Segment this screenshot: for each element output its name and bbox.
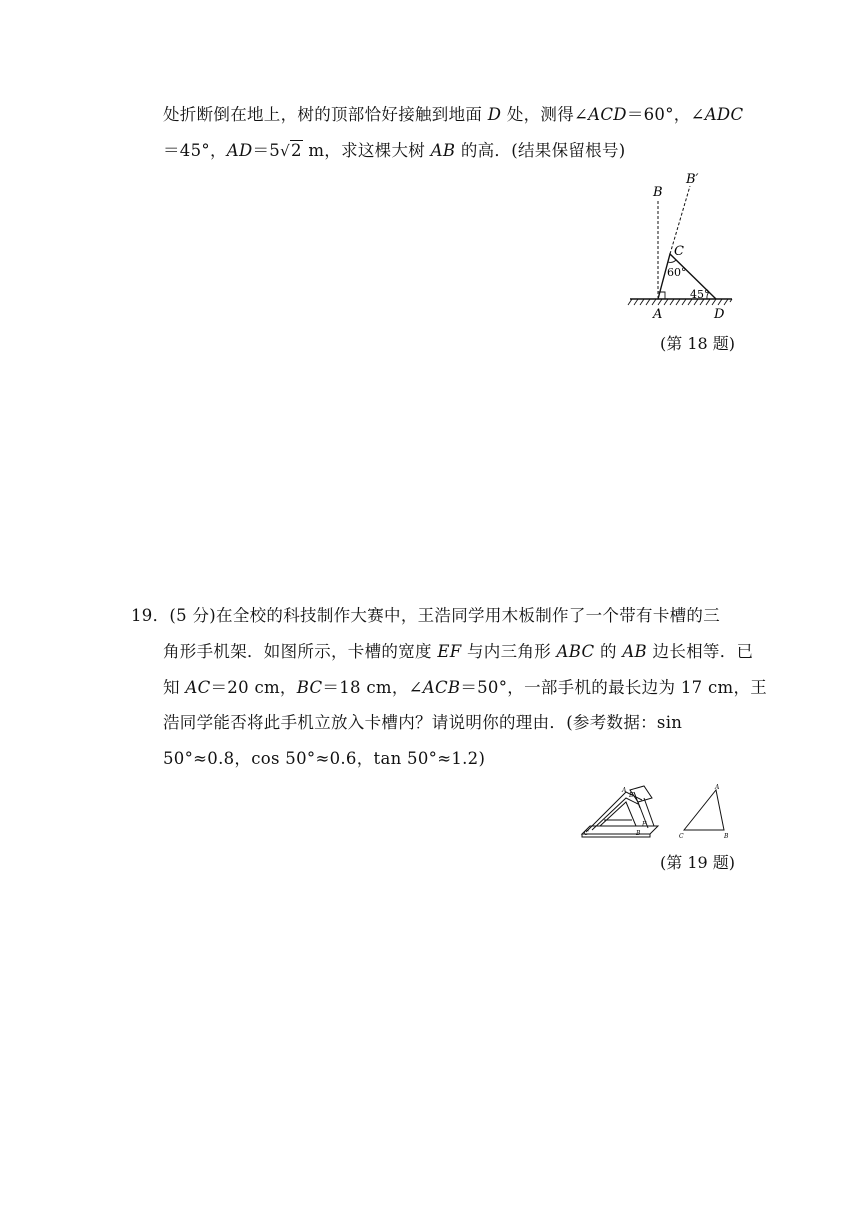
label-angle45: 45° [690,288,710,301]
label-C: C [674,244,684,259]
problem18-caption: (第 18 题) [660,334,736,353]
label-angle60: 60° [667,266,687,279]
label-D: D [714,307,725,322]
text-run: 处折断倒在地上，树的顶部恰好接触到地面 [163,105,488,124]
problem18-text-line2 [163,141,626,161]
math-var: ACD [588,105,627,124]
triangle-ABC [684,790,724,830]
text-run: ＝20 cm， [210,678,297,697]
triangle-label-A: A [715,784,720,791]
math-var: AC [185,678,211,697]
problem19-caption: (第 19 题) [660,853,736,872]
stand-label-E: E [629,792,634,799]
math-var: AB [430,141,456,160]
text-run: m，求这棵大树 [302,141,431,160]
label-B: B [653,185,663,200]
math-var: AB [622,642,647,661]
text-run: ＝50°，一部手机的最长边为 17 cm，王 [460,678,768,697]
math-var: D [487,105,502,124]
text-run: 边长相等．已 [646,642,754,661]
text-run: (5 分)在全校的科技制作大赛中，王浩同学用木板制作了一个带有卡槽的三 [169,606,721,625]
text-run: ＝60°，∠ [626,105,705,124]
math-var: BC [296,678,323,697]
problem18-text-line1 [163,105,743,125]
stand-label-C: C [584,830,589,837]
problem19-figure [578,782,738,844]
stand-label-B: B [636,830,641,837]
problem-number: 19． [131,606,170,625]
math-var: ABC [556,642,595,661]
text-run: 知 [163,678,186,697]
stand-label-A: A [622,787,627,794]
math-var: ACB [422,678,461,697]
text-run: ＝45°， [163,141,227,160]
problem18-figure [620,168,740,326]
sqrt-radicand: 2 [290,141,302,160]
text-run: 的 [594,642,623,661]
angle-arc-C [668,260,676,262]
sqrt-expression: √2 [280,141,302,160]
text-run: ＝5 [252,141,281,160]
triangle-label-C: C [679,833,684,840]
math-var: AD [226,141,253,160]
ground-hatching [628,299,732,305]
problem19-text-line1 [131,606,720,626]
text-run: ＝18 cm，∠ [322,678,423,697]
triangle-label-B: B [724,833,729,840]
stand-label-F: F [642,821,647,828]
text-run: 角形手机架．如图所示，卡槽的宽度 [163,642,438,661]
problem19-text-line4: 浩同学能否将此手机立放入卡槽内？请说明你的理由．(参考数据：sin [163,713,683,732]
problem19-text-line5: 50°≈0.8，cos 50°≈0.6，tan 50°≈1.2) [163,749,486,768]
phone-stand-drawing [582,786,658,837]
label-Bprime: B′ [686,172,699,187]
math-var: EF [437,642,462,661]
problem19-text-line2 [163,642,753,662]
label-A: A [653,307,663,322]
math-var: ADC [704,105,744,124]
problem19-text-line3 [163,678,767,698]
text-run: 处，测得∠ [501,105,589,124]
text-run: 与内三角形 [461,642,557,661]
text-run: 的高．(结果保留根号) [455,141,626,160]
